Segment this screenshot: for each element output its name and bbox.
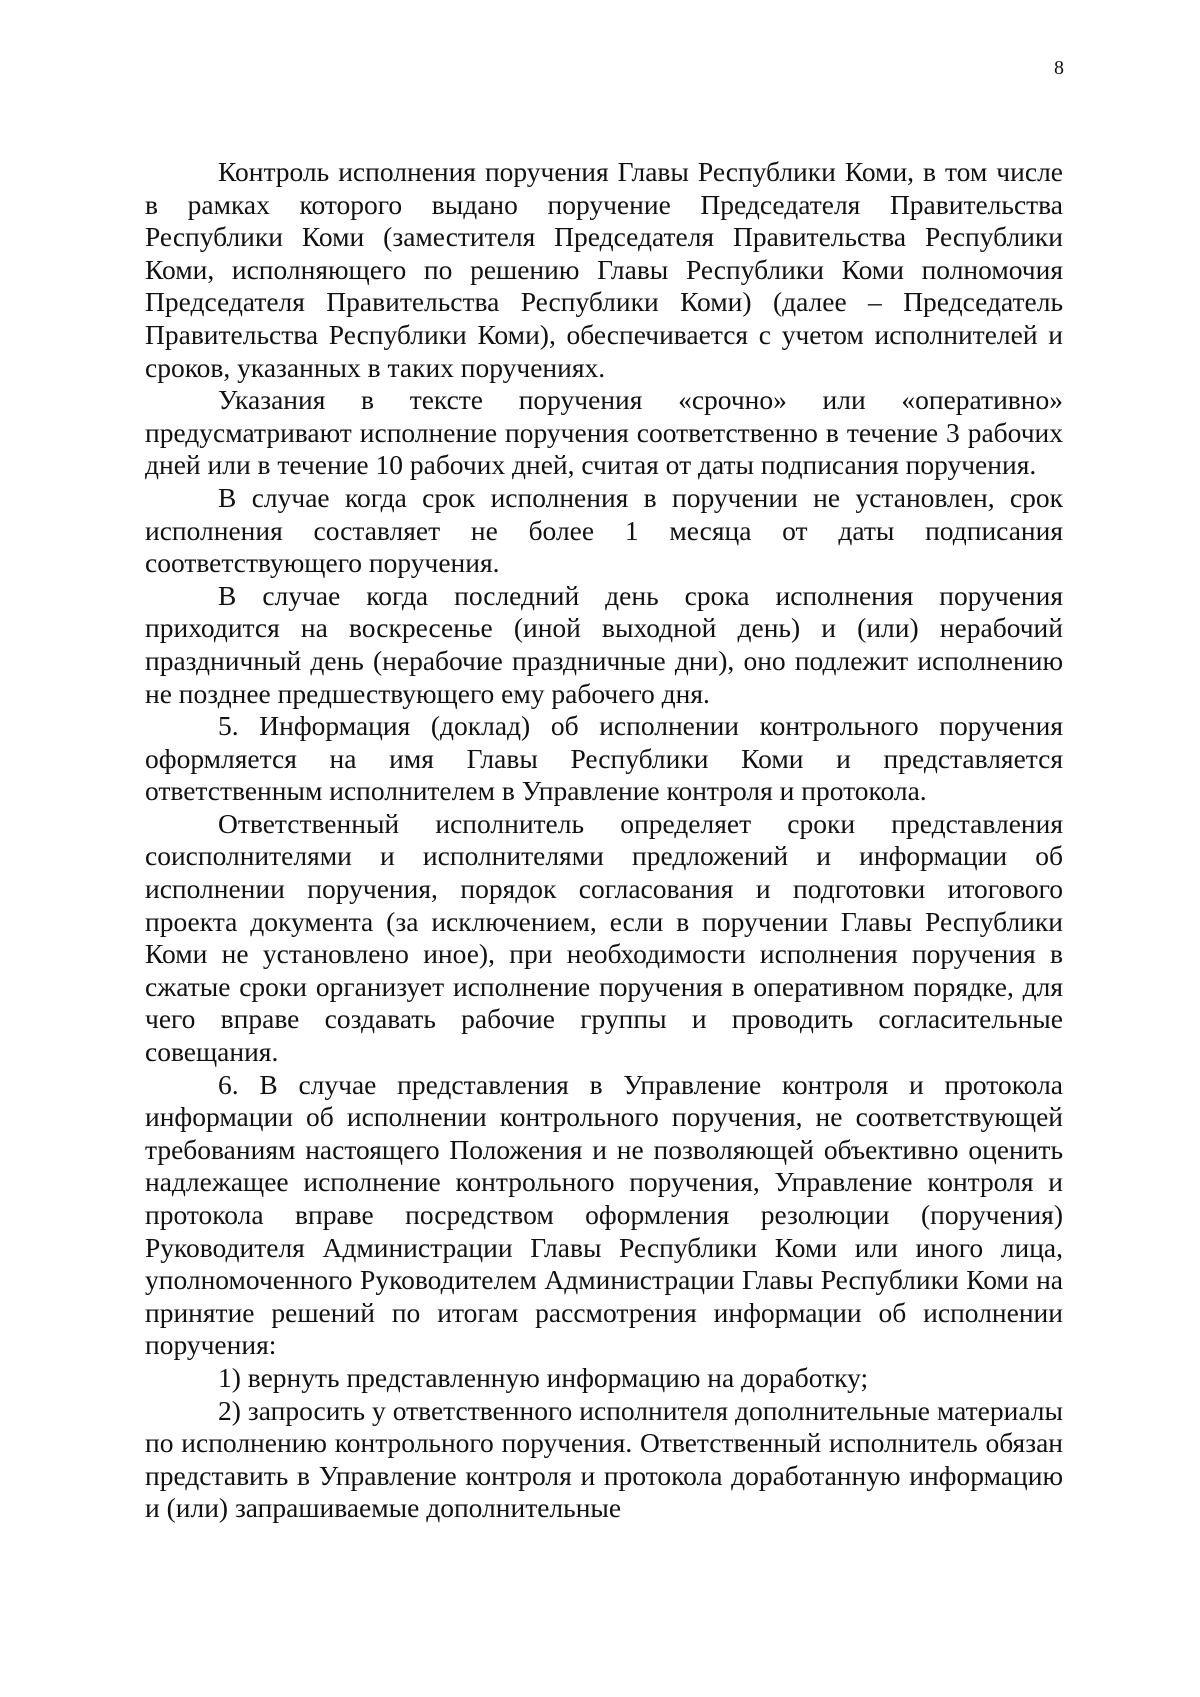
paragraph-urgent-instructions: Указания в тексте поручения «срочно» или «оперативно» предусматривают исполнение поручения соответственно в течение 3 рабочих дней или в течение 10 рабочих дней, считая от даты подписания поручения. <box>145 384 1063 481</box>
paragraph-responsible-executor: Ответственный исполнитель определяет сроки представления соисполнителями и исполнителями предложений и информации об исполнении поручения, порядок согласования и подготовки итогового проекта документа (за исключением, если в поручении Главы Республики Коми не установлено иное), при необходимости исполнения поручения в сжатые сроки организует исполнение поручения в оперативном порядке, для чего вправе создавать рабочие группы и проводить согласительные совещания. <box>145 807 1063 1068</box>
list-item-return-for-revision: 1) вернуть представленную информацию на доработку; <box>218 1361 869 1393</box>
page-number: 8 <box>1054 57 1064 79</box>
paragraph-item-6-noncompliant-info: 6. В случае представления в Управление контроля и протокола информации об исполнении контрольного поручения, не соответствующей требованиям настоящего Положения и не позволяющей объективно оценить надлежащее исполнение контрольного поручения, Управление контроля и протокола вправе посредством оформления резолюции (поручения) Руководителя Администрации Главы Республики Коми или иного лица, уполномоченного Руководителем Администрации Главы Республики Коми на принятие решений по итогам рассмотрения информации об исполнении поручения: <box>145 1068 1063 1361</box>
paragraph-holiday-deadline: В случае когда последний день срока исполнения поручения приходится на воскресенье (иной выходной день) и (или) нерабочий праздничный день (нерабочие праздничные дни), оно подлежит исполнению не позднее предшествующего ему рабочего дня. <box>145 579 1063 709</box>
document-body <box>145 156 1063 1525</box>
paragraph-control-of-execution: Контроль исполнения поручения Главы Республики Коми, в том числе в рамках которого выдано поручение Председателя Правительства Республики Коми (заместителя Председателя Правительства Республики Коми, исполняющего по решению Главы Республики Коми полномочия Председателя Правительства Республики Коми) (далее – Председатель Правительства Республики Коми), обеспечивается с учетом исполнителей и сроков, указанных в таких поручениях. <box>145 156 1063 383</box>
paragraph-default-deadline: В случае когда срок исполнения в поручении не установлен, срок исполнения составляет не более 1 месяца от даты подписания соответствующего поручения. <box>145 481 1063 579</box>
paragraph-item-5-report: 5. Информация (доклад) об исполнении контрольного поручения оформляется на имя Главы Республики Коми и представляется ответственным исполнителем в Управление контроля и протокола. <box>145 710 1063 807</box>
list-item-request-materials: 2) запросить у ответственного исполнителя дополнительные материалы по исполнению контрольного поручения. Ответственный исполнитель обязан представить в Управление контроля и протокола доработанную информацию и (или) запрашиваемые дополнительные <box>145 1394 1063 1524</box>
